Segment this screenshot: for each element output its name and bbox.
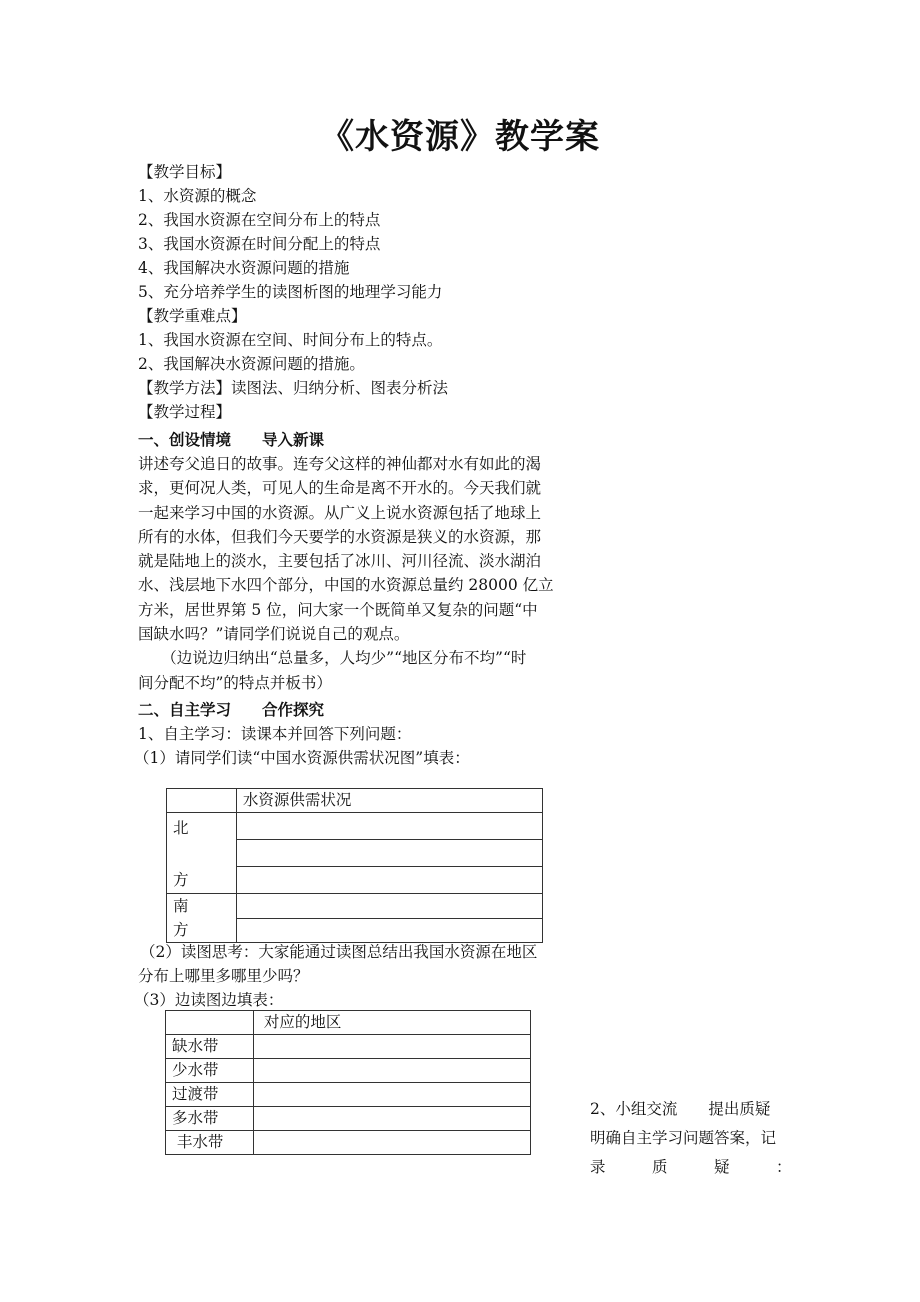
water-zone-table — [165, 1010, 531, 1155]
fill-in-cell[interactable] — [253, 1107, 530, 1131]
paragraph-line: 一起来学习中国的水资源。从广义上说水资源包括了地球上 — [138, 503, 542, 522]
goal-item: 1、水资源的概念 — [138, 187, 257, 205]
region-label: 南 — [173, 897, 189, 915]
table-row — [166, 1107, 531, 1131]
region-label: 北 — [173, 819, 189, 837]
zone-label: 缺水带 — [166, 1035, 254, 1059]
table-row — [167, 813, 543, 840]
group-discussion-line: 明确自主学习问题答案，记 — [590, 1129, 777, 1147]
table-row — [166, 1035, 531, 1059]
process-heading: 【教学过程】 — [138, 403, 232, 421]
fill-in-cell[interactable] — [236, 867, 542, 894]
goal-item: 5、充分培养学生的读图析图的地理学习能力 — [138, 283, 443, 301]
key-point-item: 2、我国解决水资源问题的措施。 — [138, 355, 365, 373]
zone-label: 过渡带 — [166, 1083, 254, 1107]
question-2-line: （2）读图思考：大家能通过读图总结出我国水资源在地区 — [140, 943, 538, 961]
table-row — [166, 1059, 531, 1083]
region-label: 方 — [173, 871, 189, 889]
table-row — [167, 789, 543, 813]
fill-in-cell[interactable] — [253, 1083, 530, 1107]
section1-paragraph — [138, 452, 564, 695]
goal-item: 2、我国水资源在空间分布上的特点 — [138, 211, 381, 229]
fill-in-cell[interactable] — [253, 1035, 530, 1059]
goals-heading: 【教学目标】 — [138, 163, 232, 181]
paragraph-line: 方米，居世界第 5 位，问大家一个既简单又复杂的问题“中 — [138, 600, 538, 619]
goal-item: 3、我国水资源在时间分配上的特点 — [138, 235, 381, 253]
fill-in-cell[interactable] — [236, 840, 542, 867]
table-cell — [166, 1011, 254, 1035]
table-row — [166, 1083, 531, 1107]
section2-heading: 二、自主学习 合作探究 — [138, 700, 325, 719]
group-discussion-line: 录 质 疑 ： — [590, 1158, 792, 1176]
section1-heading: 一、创设情境 导入新课 — [138, 430, 325, 449]
region-cell-north — [167, 813, 237, 894]
paragraph-line: 间分配不均”的特点并板书） — [138, 673, 332, 692]
question-2-line: 分布上哪里多哪里少吗？ — [138, 967, 309, 985]
fill-in-cell[interactable] — [236, 918, 542, 943]
fill-in-cell[interactable] — [236, 894, 542, 919]
paragraph-line: 国缺水吗？”请同学们说说自己的观点。 — [138, 625, 410, 644]
region-cell-south — [167, 894, 237, 943]
table-cell — [167, 789, 237, 813]
paragraph-line: 求，更何况人类，可见人的生命是离不开水的。今天我们就 — [138, 479, 542, 498]
table-row — [166, 1011, 531, 1035]
paragraph-line: 所有的水体，但我们今天要学的水资源是狭义的水资源，那 — [138, 527, 542, 546]
supply-demand-table — [166, 788, 543, 943]
question-1: （1）请同学们读“中国水资源供需状况图”填表： — [134, 749, 470, 767]
fill-in-cell[interactable] — [253, 1059, 530, 1083]
table-row — [166, 1131, 531, 1155]
table-header-cell: 对应的地区 — [253, 1011, 530, 1035]
self-study-line: 1、自主学习：读课本并回答下列问题： — [138, 725, 412, 743]
paragraph-line: （边说边归纳出“总量多，人均少”“地区分布不均”“时 — [138, 649, 527, 668]
fill-in-cell[interactable] — [253, 1131, 530, 1155]
zone-label: 少水带 — [166, 1059, 254, 1083]
question-3: （3）边读图边填表： — [134, 991, 284, 1009]
zone-label: 多水带 — [166, 1107, 254, 1131]
key-points-heading: 【教学重难点】 — [138, 307, 247, 325]
goal-item: 4、我国解决水资源问题的措施 — [138, 259, 350, 277]
region-label: 方 — [173, 921, 189, 939]
zone-label: 丰水带 — [166, 1131, 254, 1155]
page-title: 《水资源》教学案 — [320, 117, 600, 157]
table-row — [167, 894, 543, 919]
fill-in-cell[interactable] — [236, 813, 542, 840]
paragraph-line: 水、浅层地下水四个部分，中国的水资源总量约 28000 亿立 — [138, 576, 554, 595]
methods-line: 【教学方法】读图法、归纳分析、图表分析法 — [138, 379, 449, 397]
paragraph-line: 讲述夸父追日的故事。连夸父这样的神仙都对水有如此的渴 — [138, 455, 542, 473]
table-header-cell: 水资源供需状况 — [236, 789, 542, 813]
paragraph-line: 就是陆地上的淡水，主要包括了冰川、河川径流、淡水湖泊 — [138, 552, 542, 571]
key-point-item: 1、我国水资源在空间、时间分布上的特点。 — [138, 331, 443, 349]
group-discussion-line: 2、小组交流 提出质疑 — [590, 1100, 771, 1118]
